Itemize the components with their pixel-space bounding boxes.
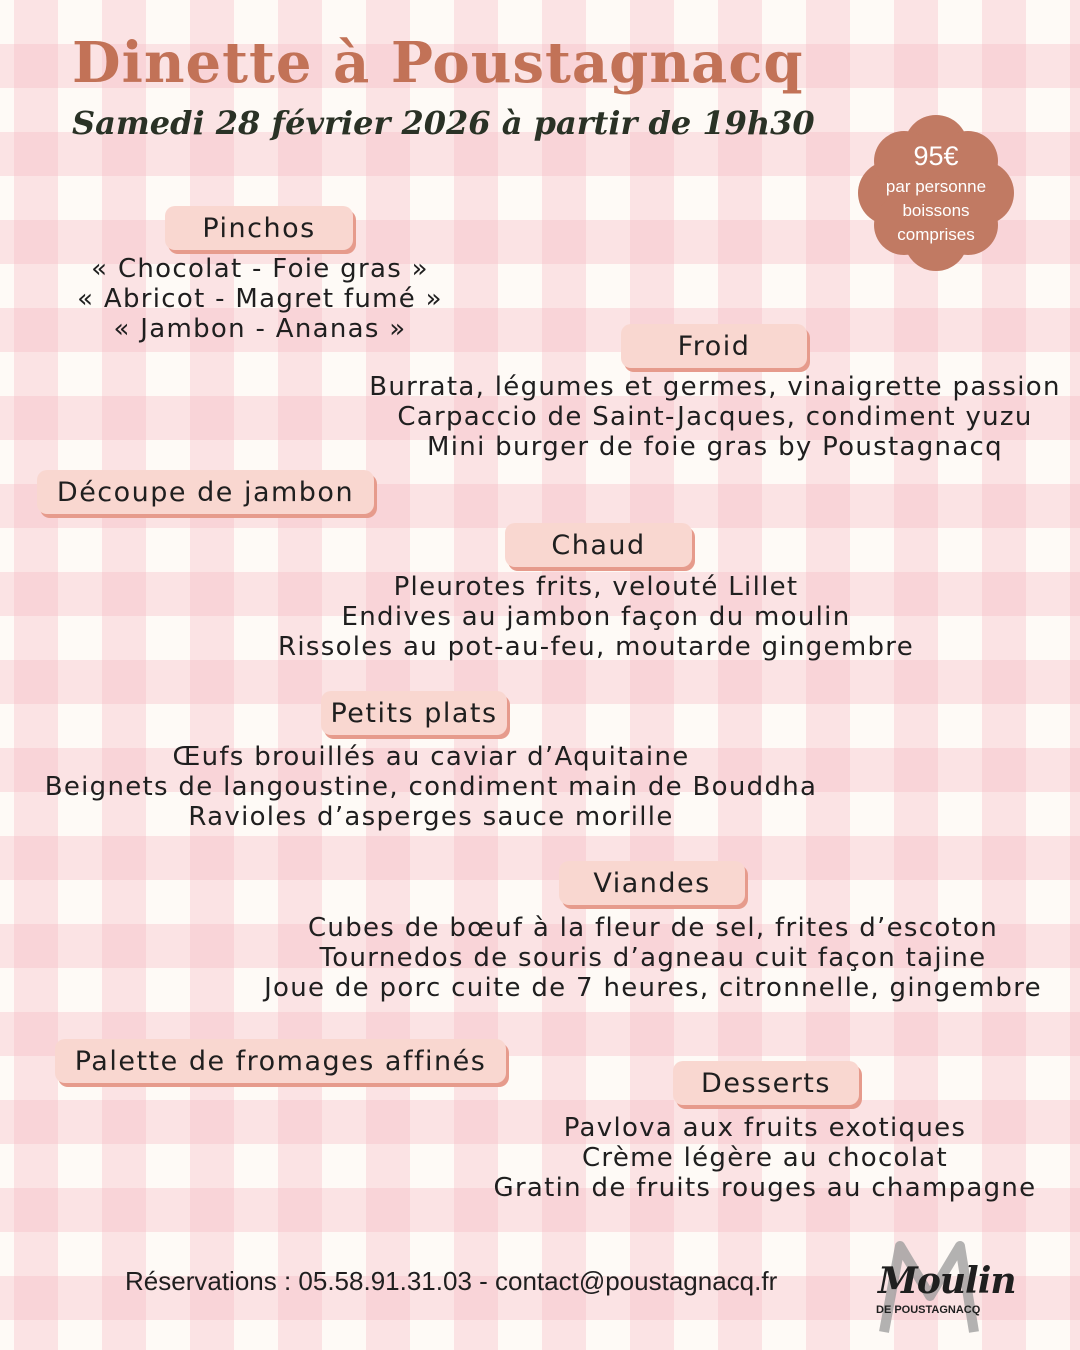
petits-plats-list — [20, 742, 842, 832]
list-item: Joue de porc cuite de 7 heures, citronnelle, gingembre — [264, 973, 1042, 1003]
price-badge — [856, 113, 1016, 273]
list-item: Endives au jambon façon du moulin — [341, 602, 851, 632]
section-pill-pinchos: Pinchos — [165, 206, 353, 250]
pinchos-list — [0, 254, 520, 344]
list-item: « Abricot - Magret fumé » — [77, 284, 443, 314]
list-item: Œufs brouillés au caviar d’Aquitaine — [172, 742, 690, 772]
list-item: Pavlova aux fruits exotiques — [563, 1113, 967, 1143]
section-pill-decoupe-de-jambon: Découpe de jambon — [37, 470, 374, 514]
froid-list — [360, 372, 1070, 462]
list-item: Carpaccio de Saint-Jacques, condiment yuzu — [397, 402, 1033, 432]
desserts-list — [480, 1113, 1050, 1203]
viandes-list — [248, 913, 1058, 1003]
badge-drinks: boissons — [902, 201, 970, 220]
logo-wordmark: Moulin — [878, 1260, 1016, 1302]
moulin-logo — [870, 1240, 1016, 1335]
list-item: Cubes de bœuf à la fleur de sel, frites d’escoton — [307, 913, 999, 943]
section-pill-fromages: Palette de fromages affinés — [55, 1039, 506, 1083]
chaud-list — [256, 572, 936, 662]
section-pill-desserts: Desserts — [673, 1061, 859, 1105]
list-item: Rissoles au pot-au-feu, moutarde gingembre — [277, 632, 915, 662]
list-item: Mini burger de foie gras by Poustagnacq — [427, 432, 1003, 462]
list-item: Burrata, légumes et germes, vinaigrette passion — [369, 372, 1061, 402]
logo-subtitle: DE POUSTAGNACQ — [876, 1304, 981, 1316]
badge-price: 95€ — [913, 141, 959, 171]
list-item: Gratin de fruits rouges au champagne — [493, 1173, 1037, 1203]
event-date: Samedi 28 février 2026 à partir de 19h30 — [72, 104, 815, 142]
list-item: Crème légère au chocolat — [581, 1143, 949, 1173]
list-item: Tournedos de souris d’agneau cuit façon tajine — [319, 943, 987, 973]
section-pill-petits-plats: Petits plats — [321, 691, 507, 735]
badge-included: comprises — [897, 225, 975, 244]
page-title: Dinette à Poustagnacq — [72, 30, 804, 96]
section-pill-froid: Froid — [621, 324, 807, 368]
reservation-contact: Réservations : 05.58.91.31.03 - contact@poustagnacq.fr — [125, 1266, 778, 1296]
list-item: Pleurotes frits, velouté Lillet — [393, 572, 799, 602]
section-pill-chaud: Chaud — [505, 523, 692, 567]
list-item: « Jambon - Ananas » — [113, 314, 407, 344]
list-item: Beignets de langoustine, condiment main de Bouddha — [44, 772, 818, 802]
badge-per-person: par personne — [885, 177, 987, 196]
section-pill-viandes: Viandes — [559, 861, 745, 905]
list-item: Ravioles d’asperges sauce morille — [188, 802, 674, 832]
list-item: « Chocolat - Foie gras » — [91, 254, 429, 284]
